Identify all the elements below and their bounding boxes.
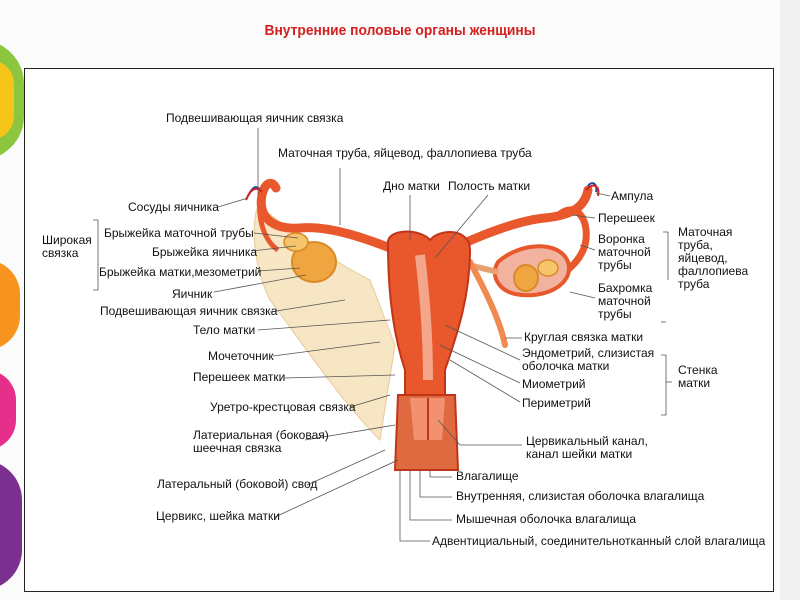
label-suspensory-ligament-top: Подвешивающая яичник связка: [166, 111, 344, 125]
label-endometrium: Эндометрий, слизистая оболочка матки: [522, 346, 655, 373]
label-tube-isthmus: Перешеек: [598, 211, 655, 225]
label-uterosacral: Уретро-крестцовая связка: [210, 400, 356, 414]
label-broad-ligament: Широкая связка: [42, 233, 92, 260]
label-lateral-fornix: Латеральный (боковой) свод: [157, 477, 318, 491]
label-wall-group: Стенка матки: [678, 363, 718, 390]
label-body-of-uterus: Тело матки: [193, 323, 256, 337]
label-tube-group: Маточная труба, яйцевод, фаллопиева труба: [678, 225, 749, 291]
label-vaginal-muscle: Мышечная оболочка влагалища: [456, 512, 636, 526]
label-cervical-canal: Цервикальный канал, канал шейки матки: [526, 434, 648, 461]
label-round-ligament: Круглая связка матки: [524, 330, 644, 344]
label-ovarian-vessels: Сосуды яичника: [128, 200, 219, 214]
label-myometrium: Миометрий: [522, 377, 586, 391]
label-vaginal-mucosa: Внутренняя, слизистая оболочка влагалища: [456, 489, 705, 503]
label-perimetrium: Периметрий: [522, 396, 591, 410]
label-mesovarium: Брыжейка яичника: [152, 245, 258, 259]
label-infundibulum: Воронка маточной трубы: [598, 232, 651, 272]
label-fundus: Дно матки: [383, 179, 440, 193]
label-ampulla: Ампула: [611, 189, 654, 203]
label-ureter: Мочеточник: [208, 349, 274, 363]
right-tube: [450, 190, 588, 250]
label-mesosalpinx: Брыжейка маточной трубы: [104, 226, 254, 240]
label-suspensory-ligament-low: Подвешивающая яичник связка: [100, 304, 278, 318]
label-lateral-ligament: Латериальная (боковая) шеечная связка: [193, 428, 329, 455]
page-title: Внутренние половые органы женщины: [264, 22, 536, 39]
label-mesometrium: Брыжейка матки,мезометрий: [99, 265, 262, 279]
label-vaginal-adventitia: Адвентициальный, соединительнотканный слой влагалища: [432, 534, 766, 548]
label-isthmus: Перешеек матки: [193, 370, 286, 384]
right-ovary: [514, 265, 538, 291]
label-uterine-cavity: Полость матки: [448, 179, 531, 193]
label-fimbriae: Бахромка маточной трубы: [598, 281, 653, 321]
label-cervix: Цервикс, шейка матки: [156, 509, 280, 523]
label-fallopian-tube-top: Маточная труба, яйцевод, фаллопиева труба: [278, 146, 532, 160]
label-vagina: Влагалище: [456, 469, 519, 483]
label-ovary: Яичник: [172, 287, 213, 301]
